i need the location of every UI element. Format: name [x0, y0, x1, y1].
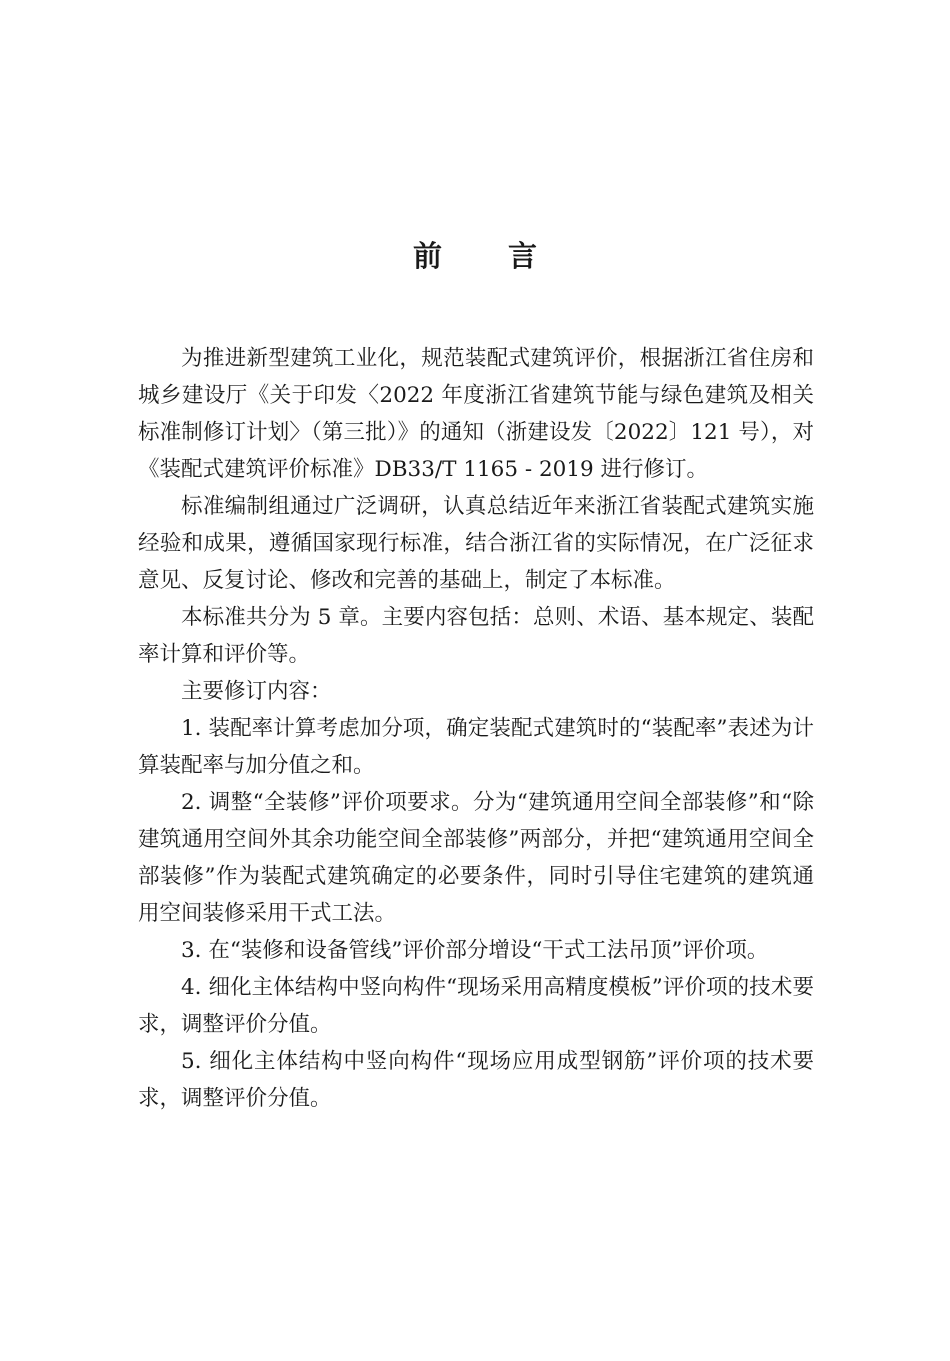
revision-item-4: 4. 细化主体结构中竖向构件“现场采用高精度模板”评价项的技术要求，调整评价分值。 — [138, 975, 814, 1037]
revision-item-1: 1. 装配率计算考虑加分项，确定装配式建筑时的“装配率”表述为计算装配率与加分值之和。 — [138, 716, 814, 778]
paragraph-revision-heading: 主要修订内容： — [181, 679, 332, 704]
revision-item-5: 5. 细化主体结构中竖向构件“现场应用成型钢筋”评价项的技术要求，调整评价分值。 — [138, 1049, 814, 1111]
paragraph-intro: 为推进新型建筑工业化，规范装配式建筑评价，根据浙江省住房和城乡建设厅《关于印发〈2022 年度浙江省建筑节能与绿色建筑及相关标准制修订计划〉（第三批）》的通知（浙建设发〔2022〕121 号），对《装配式建筑评价标准》DB33/T 1165 - 2019 进行修订。 — [138, 346, 814, 482]
paragraph-chapters: 本标准共分为 5 章。主要内容包括：总则、术语、基本规定、装配率计算和评价等。 — [138, 605, 814, 667]
title-char-1: 前 — [412, 239, 442, 273]
revision-item-2: 2. 调整“全装修”评价项要求。分为“建筑通用空间全部装修”和“除建筑通用空间外其余功能空间全部装修”两部分，并把“建筑通用空间全部装修”作为装配式建筑确定的必要条件，同时引导住宅建筑的建筑通用空间装修采用干式工法。 — [138, 790, 814, 926]
revision-item-3: 3. 在“装修和设备管线”评价部分增设“干式工法吊顶”评价项。 — [181, 938, 769, 963]
paragraph-compilation: 标准编制组通过广泛调研，认真总结近年来浙江省装配式建筑实施经验和成果，遵循国家现行标准，结合浙江省的实际情况，在广泛征求意见、反复讨论、修改和完善的基础上，制定了本标准。 — [138, 494, 814, 593]
page-title — [0, 234, 950, 278]
title-char-2: 言 — [508, 239, 538, 273]
preface-body — [138, 340, 814, 1117]
